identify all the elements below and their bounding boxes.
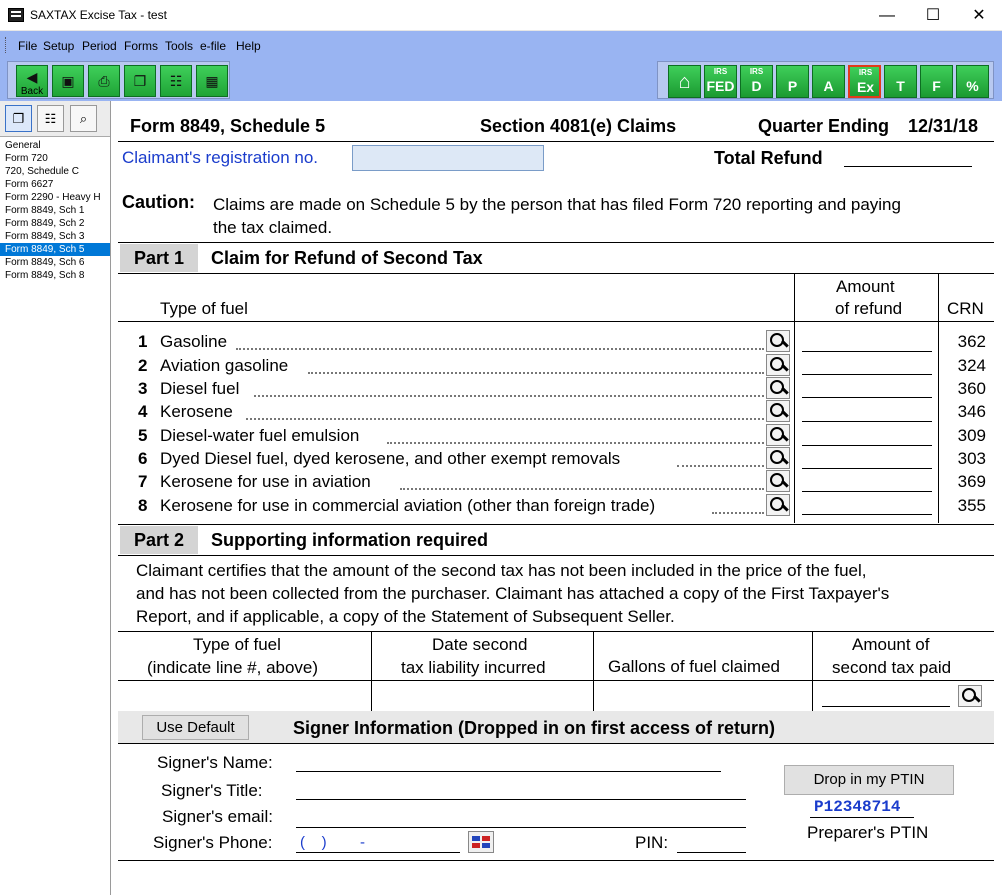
quarter-value: 12/31/18 bbox=[908, 116, 979, 136]
pin-label: PIN: bbox=[635, 833, 669, 852]
nav-item-form-6627[interactable]: Form 6627 bbox=[5, 179, 54, 190]
row-3-crn: 360 bbox=[957, 379, 986, 398]
row-4-label: Kerosene bbox=[160, 402, 233, 421]
use-default-button[interactable]: Use Default bbox=[142, 715, 249, 740]
p-icon: P bbox=[787, 78, 798, 94]
row-6-label: Dyed Diesel fuel, dyed kerosene, and other exempt removals bbox=[160, 449, 621, 468]
form-area bbox=[112, 101, 1002, 895]
p2-col1-a: Type of fuel bbox=[193, 635, 281, 654]
menu-forms[interactable]: Forms bbox=[124, 39, 158, 53]
part2-col-div-3 bbox=[812, 631, 813, 711]
part1-label: Part 1 bbox=[120, 244, 198, 272]
percent-icon: % bbox=[966, 78, 979, 94]
p2-date-field[interactable] bbox=[374, 682, 590, 710]
menu-grip bbox=[5, 37, 8, 53]
nav-item-720-schedule-c[interactable]: 720, Schedule C bbox=[5, 166, 79, 177]
irs-d-button[interactable] bbox=[740, 65, 773, 98]
save-button[interactable] bbox=[52, 65, 84, 97]
nav-item-form-720[interactable]: Form 720 bbox=[5, 153, 48, 164]
row-1-label: Gasoline bbox=[160, 332, 228, 351]
signer-email-label: Signer's email: bbox=[162, 807, 273, 826]
part2-para-1: Claimant certifies that the amount of the second tax has not been included in the price of the fuel, bbox=[136, 561, 867, 580]
row-2-dots bbox=[308, 372, 764, 374]
back-label: Back bbox=[20, 86, 44, 97]
menu-setup[interactable]: Setup bbox=[43, 39, 75, 53]
t-button[interactable] bbox=[884, 65, 917, 98]
preview-button[interactable] bbox=[70, 105, 97, 132]
nav-item-form-2290[interactable]: Form 2290 - Heavy H bbox=[5, 192, 101, 203]
irs-label: IRS bbox=[713, 67, 728, 76]
row-8-label: Kerosene for use in commercial aviation (other than foreign trade) bbox=[160, 496, 656, 515]
preview-icon: ⌕ bbox=[79, 111, 88, 126]
menu-tools[interactable]: Tools bbox=[165, 39, 194, 53]
nav-item-8849-sch-8[interactable]: Form 8849, Sch 8 bbox=[5, 270, 85, 281]
signer-name-label: Signer's Name: bbox=[157, 753, 273, 772]
f-icon: F bbox=[932, 78, 941, 94]
part1-top-line bbox=[118, 242, 994, 243]
print-button[interactable] bbox=[88, 65, 120, 97]
maximize-button[interactable]: ☐ bbox=[925, 7, 941, 24]
col-type-of-fuel: Type of fuel bbox=[160, 299, 248, 318]
form-title: Form 8849, Schedule 5 bbox=[130, 116, 326, 136]
row-1-num: 1 bbox=[138, 332, 148, 351]
signer-name-field[interactable] bbox=[296, 771, 721, 772]
ptin-value: P12348714 bbox=[814, 798, 901, 816]
phone-format-icon-c bbox=[472, 843, 480, 848]
pages-icon: ❐ bbox=[12, 111, 25, 126]
p2-col2-a: Date second bbox=[432, 635, 528, 654]
irs-d-icon: D bbox=[751, 78, 762, 94]
part2-col-div-2 bbox=[593, 631, 594, 711]
p2-amount-field[interactable] bbox=[822, 706, 950, 707]
row-1-crn: 362 bbox=[957, 332, 986, 351]
col-amount-2: of refund bbox=[835, 299, 903, 318]
header-divider bbox=[118, 141, 994, 142]
calculator-icon: ▦ bbox=[205, 73, 219, 89]
part2-col-div-1 bbox=[371, 631, 372, 711]
irs-label: IRS bbox=[749, 67, 764, 76]
menu-bar bbox=[0, 31, 1002, 59]
row-7-lookup-icon[interactable] bbox=[766, 470, 790, 492]
row-5-crn: 309 bbox=[957, 426, 986, 445]
fed-button[interactable] bbox=[704, 65, 737, 98]
p2-type-of-fuel-field[interactable] bbox=[120, 682, 368, 710]
phone-format-icon-d bbox=[482, 843, 490, 848]
row-5-num: 5 bbox=[138, 426, 148, 445]
copy-pages-icon: ☷ bbox=[44, 111, 57, 126]
menu-period[interactable]: Period bbox=[82, 39, 117, 53]
row-5-dots bbox=[387, 442, 764, 444]
row-6-amount-field[interactable] bbox=[802, 468, 932, 469]
copy-icon: ❐ bbox=[133, 73, 147, 89]
nav-item-8849-sch-6[interactable]: Form 8849, Sch 6 bbox=[5, 257, 85, 268]
row-8-lookup-icon[interactable] bbox=[766, 494, 790, 516]
row-2-crn: 324 bbox=[957, 356, 986, 375]
forms-list-button[interactable] bbox=[5, 105, 32, 132]
toolbar-left-group bbox=[7, 61, 230, 99]
part1-col-header-line bbox=[118, 321, 994, 322]
row-2-num: 2 bbox=[138, 356, 148, 375]
row-8-dots bbox=[712, 512, 764, 514]
left-tools bbox=[0, 101, 110, 137]
row-6-dots bbox=[677, 465, 764, 467]
row-8-amount-field[interactable] bbox=[802, 514, 932, 515]
row-5-lookup-icon[interactable] bbox=[766, 424, 790, 446]
signer-email-field[interactable] bbox=[296, 827, 746, 828]
drop-ptin-button[interactable]: Drop in my PTIN bbox=[784, 765, 954, 795]
part2-para-2: and has not been collected from the purchaser. Claimant has attached a copy of the First Taxpayer's bbox=[136, 584, 890, 603]
col-crn: CRN bbox=[947, 299, 984, 318]
nav-item-general[interactable]: General bbox=[5, 140, 41, 151]
part2-header-line bbox=[118, 680, 994, 681]
f-button[interactable] bbox=[920, 65, 953, 98]
row-4-crn: 346 bbox=[957, 402, 986, 421]
part2-title: Supporting information required bbox=[211, 530, 488, 550]
signer-title-label: Signer's Title: bbox=[161, 781, 263, 800]
phone-format-icon bbox=[472, 836, 480, 841]
forms-icon: ☷ bbox=[169, 73, 183, 89]
claimant-registration-input[interactable] bbox=[352, 145, 544, 171]
row-7-dots bbox=[400, 488, 764, 490]
nav-item-8849-sch-1[interactable]: Form 8849, Sch 1 bbox=[5, 205, 85, 216]
menu-efile[interactable]: e-file bbox=[200, 39, 227, 53]
row-7-label: Kerosene for use in aviation bbox=[160, 472, 371, 491]
signer-phone-label: Signer's Phone: bbox=[153, 833, 273, 852]
row-5-label: Diesel-water fuel emulsion bbox=[160, 426, 360, 445]
calculator-button[interactable] bbox=[196, 65, 228, 97]
pin-field[interactable] bbox=[677, 852, 746, 853]
row-7-num: 7 bbox=[138, 472, 148, 491]
close-button[interactable]: ✕ bbox=[972, 7, 986, 24]
home-button[interactable] bbox=[668, 65, 701, 98]
crn-col-divider bbox=[938, 273, 939, 523]
menu-help[interactable]: Help bbox=[236, 39, 261, 53]
row-4-amount-field[interactable] bbox=[802, 421, 932, 422]
phone-format-button[interactable] bbox=[468, 831, 494, 853]
irs-label: IRS bbox=[858, 68, 873, 77]
a-button[interactable] bbox=[812, 65, 845, 98]
row-7-crn: 369 bbox=[957, 472, 986, 491]
signer-phone-input[interactable]: ( ) - bbox=[300, 834, 365, 851]
forms-nav-list bbox=[0, 139, 110, 282]
row-6-num: 6 bbox=[138, 449, 148, 468]
row-6-crn: 303 bbox=[957, 449, 986, 468]
part1-title: Claim for Refund of Second Tax bbox=[211, 248, 483, 268]
total-refund-label: Total Refund bbox=[714, 148, 823, 168]
copy-form-button[interactable] bbox=[37, 105, 64, 132]
back-button[interactable] bbox=[16, 65, 48, 97]
form-bottom-line bbox=[118, 860, 994, 861]
signer-header-line bbox=[118, 743, 994, 744]
row-4-num: 4 bbox=[138, 402, 148, 421]
title-bar bbox=[0, 0, 1002, 31]
row-8-num: 8 bbox=[138, 496, 148, 515]
back-arrow-icon: ◀ bbox=[26, 69, 38, 85]
row-1-dots bbox=[236, 348, 764, 350]
row-5-amount-field[interactable] bbox=[802, 445, 932, 446]
nav-item-8849-sch-2[interactable]: Form 8849, Sch 2 bbox=[5, 218, 85, 229]
p2-col2-b: tax liability incurred bbox=[401, 658, 546, 677]
t-icon: T bbox=[896, 78, 905, 94]
p2-gallons-field[interactable] bbox=[596, 682, 809, 710]
caution-label: Caution: bbox=[122, 192, 195, 212]
signer-phone-underline bbox=[296, 852, 460, 853]
p2-col3: Gallons of fuel claimed bbox=[608, 657, 780, 676]
fed-icon: FED bbox=[706, 78, 735, 94]
p2-col4-a: Amount of bbox=[852, 635, 930, 654]
menu-file[interactable]: File bbox=[18, 39, 38, 53]
total-refund-field[interactable] bbox=[844, 166, 972, 167]
row-3-num: 3 bbox=[138, 379, 148, 398]
left-panel bbox=[0, 101, 111, 895]
signer-title-field[interactable] bbox=[296, 799, 746, 800]
home-icon: ⌂ bbox=[678, 71, 691, 93]
app-icon bbox=[8, 8, 24, 22]
toolbar-right-group bbox=[657, 61, 994, 99]
part2-table-top-line bbox=[118, 631, 994, 632]
window-title: SAXTAX Excise Tax - test bbox=[30, 8, 167, 22]
row-4-dots bbox=[246, 418, 764, 420]
nav-item-8849-sch-3[interactable]: Form 8849, Sch 3 bbox=[5, 231, 85, 242]
p-button[interactable] bbox=[776, 65, 809, 98]
signer-header: Signer Information (Dropped in on first access of return) bbox=[293, 718, 776, 738]
irs-ex-icon: Ex bbox=[856, 79, 875, 95]
caution-line-2: the tax claimed. bbox=[213, 218, 333, 237]
copy-button[interactable] bbox=[124, 65, 156, 97]
ptin-underline bbox=[810, 817, 914, 818]
p2-col1-b: (indicate line #, above) bbox=[147, 658, 319, 677]
caution-line-1: Claims are made on Schedule 5 by the person that has filed Form 720 reporting and paying bbox=[213, 195, 901, 214]
claimant-label: Claimant's registration no. bbox=[122, 148, 318, 167]
row-8-crn: 355 bbox=[957, 496, 986, 515]
nav-item-8849-sch-5[interactable]: Form 8849, Sch 5 bbox=[0, 243, 110, 256]
row-2-amount-field[interactable] bbox=[802, 374, 932, 375]
col-amount-1: Amount bbox=[836, 277, 895, 296]
part2-title-line bbox=[118, 555, 994, 556]
row-7-amount-field[interactable] bbox=[802, 491, 932, 492]
row-1-amount-field[interactable] bbox=[802, 351, 932, 352]
row-6-lookup-icon[interactable] bbox=[766, 447, 790, 469]
row-1-lookup-icon[interactable] bbox=[766, 330, 790, 352]
print-icon: ⎙ bbox=[98, 73, 110, 89]
row-2-lookup-icon[interactable] bbox=[766, 354, 790, 376]
save-icon: ▣ bbox=[61, 73, 75, 89]
part2-top-line bbox=[118, 524, 994, 525]
ptin-label: Preparer's PTIN bbox=[807, 823, 929, 842]
phone-format-icon-b bbox=[482, 836, 490, 841]
p2-col4-b: second tax paid bbox=[832, 658, 952, 677]
row-3-dots bbox=[254, 395, 764, 397]
row-4-lookup-icon[interactable] bbox=[766, 400, 790, 422]
forms-button[interactable] bbox=[160, 65, 192, 97]
a-icon: A bbox=[823, 78, 834, 94]
row-3-amount-field[interactable] bbox=[802, 397, 932, 398]
section-title: Section 4081(e) Claims bbox=[480, 116, 677, 136]
irs-ex-button[interactable] bbox=[848, 65, 881, 98]
minimize-button[interactable]: — bbox=[879, 7, 895, 24]
row-2-label: Aviation gasoline bbox=[160, 356, 289, 375]
part1-title-line bbox=[118, 273, 994, 274]
part2-label: Part 2 bbox=[120, 526, 198, 554]
p2-amount-lookup-icon[interactable] bbox=[958, 685, 982, 707]
part2-para-3: Report, and if applicable, a copy of the Statement of Subsequent Seller. bbox=[136, 607, 675, 626]
row-3-lookup-icon[interactable] bbox=[766, 377, 790, 399]
amount-col-divider bbox=[794, 273, 795, 523]
quarter-label: Quarter Ending bbox=[758, 116, 890, 136]
toolbar bbox=[0, 59, 1002, 101]
row-3-label: Diesel fuel bbox=[160, 379, 240, 398]
percent-button[interactable] bbox=[956, 65, 989, 98]
